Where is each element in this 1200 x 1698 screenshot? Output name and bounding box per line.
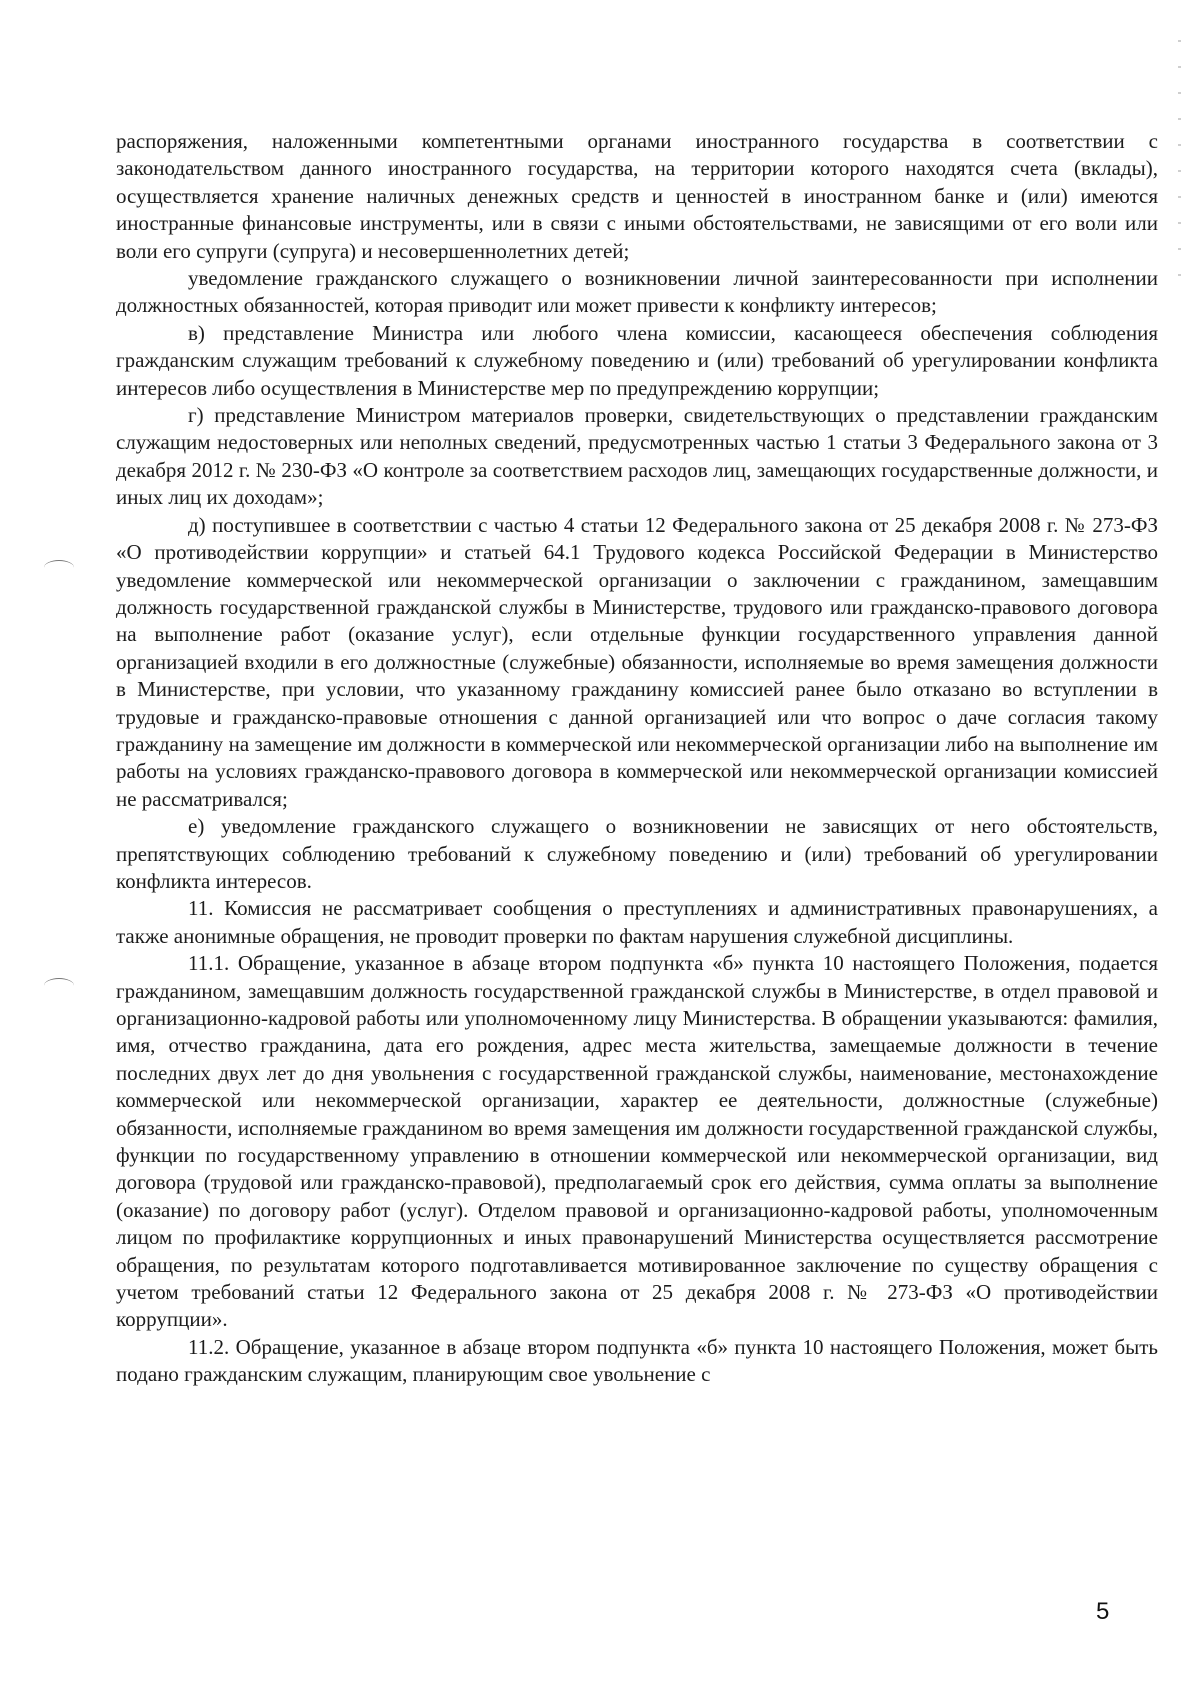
- punch-hole-mark-upper: [44, 560, 74, 575]
- paragraph-clause-11: 11. Комиссия не рассматривает сообщения о преступлениях и административных правонарушениях, а также анонимные обращения, не проводит проверки по фактам нарушения служебной дисциплины.: [116, 896, 1158, 948]
- page-number: 5: [1096, 1598, 1110, 1625]
- paragraph-notification: уведомление гражданского служащего о возникновении личной заинтересованности при исполнении должностных обязанностей, которая приводит или может привести к конфликту интересов;: [116, 266, 1158, 318]
- document-body: [116, 128, 1158, 1389]
- paragraph-continuation: распоряжения, наложенными компетентными органами иностранного государства в соответствии с законодательством данного иностранного государства, на территории которого находятся счета (вклады), осуществляется хранение наличных денежных средств и ценностей в иностранном банке и (или) имеются иностранные финансовые инструменты, или в связи с иными обстоятельствами, не зависящими от его воли или воли его супруги (супруга) и несовершеннолетних детей;: [116, 129, 1158, 263]
- paragraph-item-e: е) уведомление гражданского служащего о возникновении не зависящих от него обстоятельств, препятствующих соблюдению требований к служебному поведению и (или) требований об урегулировании конфликта интересов.: [116, 814, 1158, 893]
- paragraph-item-d: д) поступившее в соответствии с частью 4 статьи 12 Федерального закона от 25 декабря 2008 г. № 273-ФЗ «О противодействии коррупции» и статьей 64.1 Трудового кодекса Российской Федерации в Министерство уведомление коммерческой или некоммерческой организации о заключении с гражданином, замещавшим должность государственной гражданской службы в Министерстве, трудового или гражданско-правового договора на выполнение работ (оказание услуг), если отдельные функции государственного управления данной организацией входили в его должностные (служебные) обязанности, исполняемые во время замещения должности в Министерстве, при условии, что указанному гражданину комиссией ранее было отказано во вступлении в трудовые и гражданско-правовые отношения с данной организацией или что вопрос о даче согласия такому гражданину на замещение им должности в коммерческой или некоммерческой организации либо на выполнение им работы на условиях гражданско-правового договора в коммерческой или некоммерческой организации комиссией не рассматривался;: [116, 512, 1158, 811]
- punch-hole-mark-lower: [44, 978, 74, 993]
- paragraph-item-v: в) представление Министра или любого члена комиссии, касающееся обеспечения соблюдения гражданским служащим требований к служебному поведению и (или) требований об урегулировании конфликта интересов либо осуществления в Министерстве мер по предупреждению коррупции;: [116, 320, 1158, 400]
- paragraph-clause-11-2: 11.2. Обращение, указанное в абзаце втором подпункта «б» пункта 10 настоящего Положения, может быть подано гражданским служащим, планирующим свое увольнение с: [116, 1334, 1158, 1387]
- scan-edge-specks: [1178, 40, 1181, 280]
- paragraph-clause-11-1: 11.1. Обращение, указанное в абзаце втором подпункта «б» пункта 10 настоящего Положения, подается гражданином, замещавшим должность государственной гражданской службы в Министерстве, в отдел правовой и организационно-кадровой работы или уполномоченному лицу Министерства. В обращении указываются: фамилия, имя, отчество гражданина, дата его рождения, адрес места жительства, замещаемые должности в течение последних двух лет до дня увольнения с государственной гражданской службы, наименование, местонахождение коммерческой или некоммерческой организации, характер ее деятельности, должностные (служебные) обязанности, исполняемые гражданином во время замещения им должности государственной гражданской службы, функции по государственному управлению в отношении коммерческой или некоммерческой организации, вид договора (трудовой или гражданско-правовой), предполагаемый срок его действия, сумма оплаты за выполнение (оказание) по договору работ (услуг). Отделом правовой и организационно-кадровой работы, уполномоченным лицом по профилактике коррупционных и иных правонарушений Министерства осуществляется рассмотрение обращения, по результатам которого подготавливается мотивированное заключение по существу обращения с учетом требований статьи 12 Федерального закона от 25 декабря 2008 г. № 273-ФЗ «О противодействии коррупции».: [116, 951, 1158, 1332]
- paragraph-item-g: г) представление Министром материалов проверки, свидетельствующих о представлении гражданским служащим недостоверных или неполных сведений, предусмотренных частью 1 статьи 3 Федерального закона от 3 декабря 2012 г. № 230-ФЗ «О контроле за соответствием расходов лиц, замещающих государственные должности, и иных лиц их доходам»;: [116, 403, 1158, 510]
